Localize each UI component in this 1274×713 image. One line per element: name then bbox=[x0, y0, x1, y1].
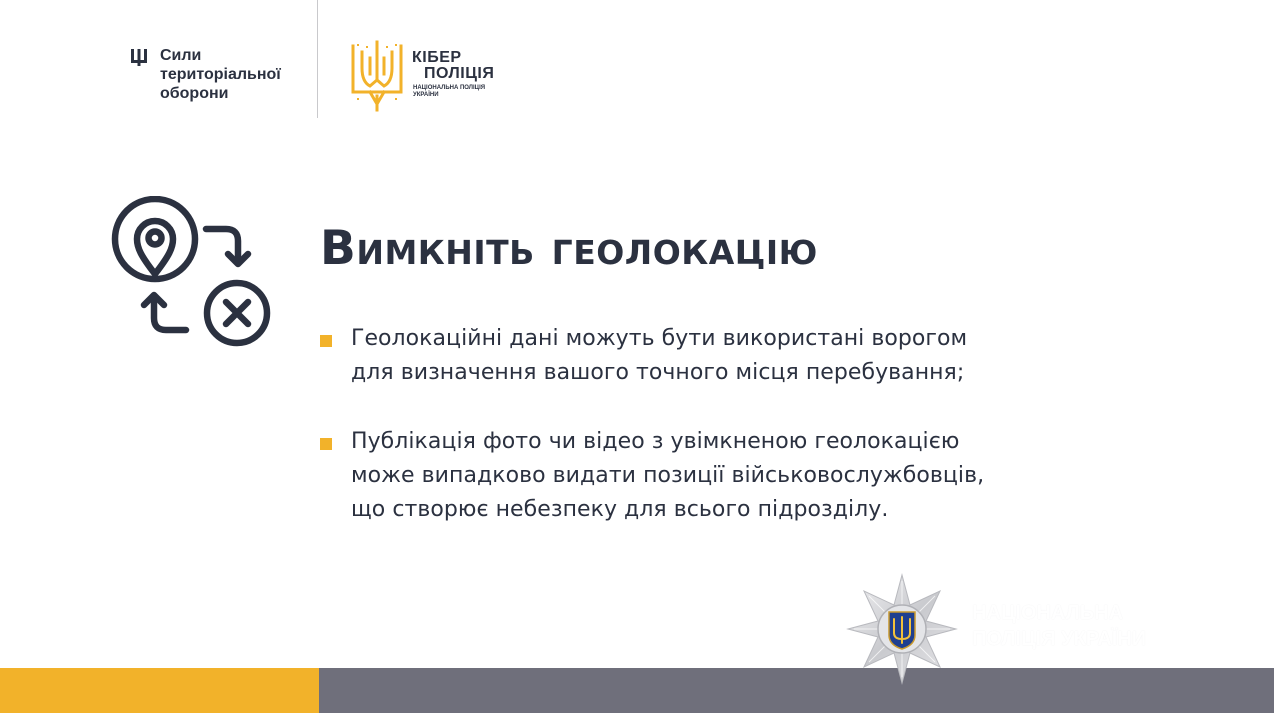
watermark-line-1: НАЦІОНАЛЬНА bbox=[972, 602, 1124, 624]
bullet-line: може випадково видати позиції військовослужбовців, bbox=[351, 463, 985, 488]
bullet-square-icon bbox=[320, 438, 332, 450]
cyberpolice-subtitle-1: НАЦІОНАЛЬНА ПОЛІЦІЯ bbox=[413, 85, 486, 91]
tro-line-3: оборони bbox=[160, 85, 229, 102]
cyberpolice-line-2: ПОЛІЦІЯ bbox=[424, 65, 495, 82]
bullet-square-icon bbox=[320, 335, 332, 347]
bullet-line: що створює небезпеку для всього підрозділу. bbox=[351, 497, 889, 522]
tro-line-2: територіальної bbox=[160, 66, 281, 83]
bullet-item bbox=[318, 322, 1038, 390]
tro-line-1: Сили bbox=[160, 47, 202, 64]
national-police-star-emblem bbox=[846, 573, 958, 685]
cyberpolice-logo bbox=[350, 40, 494, 112]
footer-accent-bar bbox=[0, 668, 319, 713]
page-title: Вимкніть геолокацію bbox=[320, 221, 818, 276]
cyberpolice-trident-logo bbox=[350, 40, 404, 112]
cyberpolice-line-1: КІБЕР bbox=[412, 49, 462, 66]
geolocation-off-icon bbox=[108, 196, 274, 348]
footer-bar bbox=[319, 668, 1274, 713]
bullet-line: Публікація фото чи відео з увімкненою геолокацією bbox=[351, 429, 960, 454]
cyberpolice-name bbox=[412, 50, 494, 99]
bullet-line: Геолокаційні дані можуть бути використані ворогом bbox=[351, 326, 968, 351]
header-divider bbox=[317, 0, 318, 118]
bullet-item bbox=[318, 425, 1038, 527]
watermark-line-2: ПОЛІЦІЯ УКРАЇНИ bbox=[972, 628, 1147, 650]
national-police-watermark bbox=[972, 600, 1146, 652]
territorial-defense-logo bbox=[130, 46, 281, 103]
cyberpolice-subtitle-2: УКРАЇНИ bbox=[413, 92, 439, 98]
bullet-list bbox=[318, 322, 1038, 562]
bullet-line: для визначення вашого точного місця перебування; bbox=[351, 360, 965, 385]
trident-icon bbox=[130, 48, 148, 66]
territorial-defense-name bbox=[160, 46, 281, 103]
